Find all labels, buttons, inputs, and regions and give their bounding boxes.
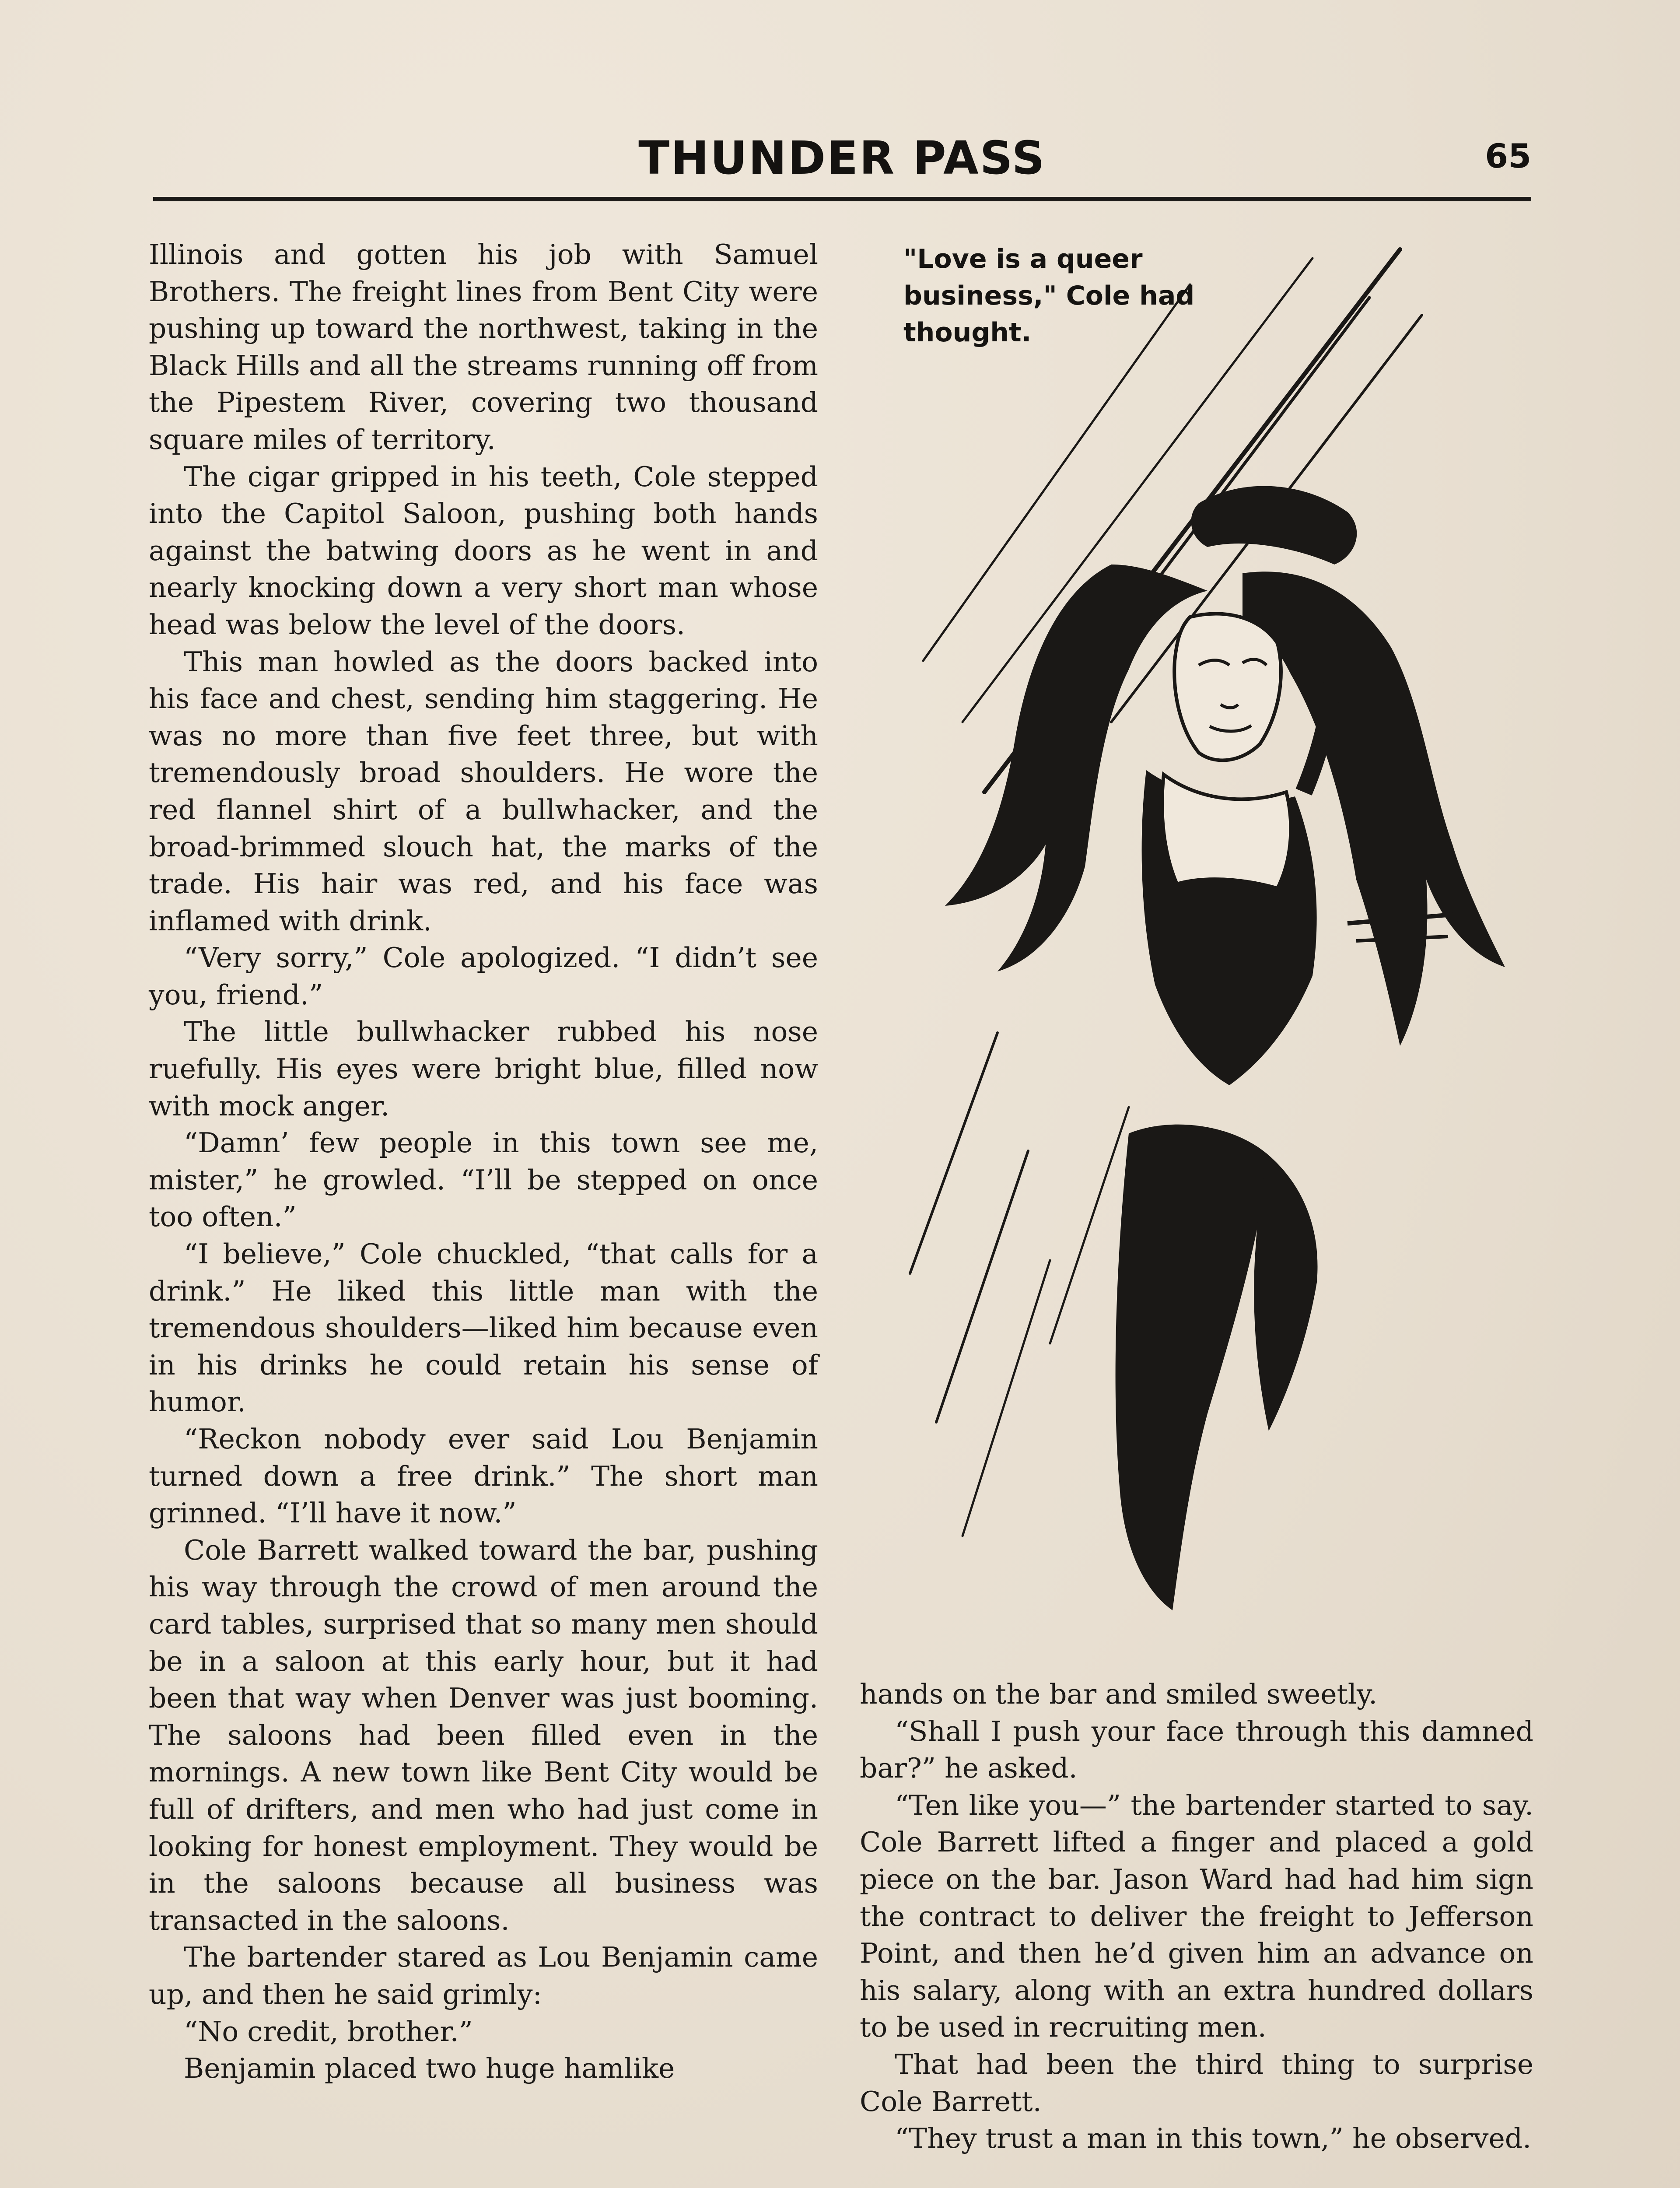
paragraph: The little bullwhacker rubbed his nose ruefully. His eyes were bright blue, filled now with mock anger.	[149, 1016, 818, 1122]
paragraph: “Damn’ few people in this town see me, mister,” he growled. “I’ll be stepped on once too often.”	[149, 1127, 818, 1233]
page-number: 65	[1485, 137, 1531, 175]
paragraph: “I believe,” Cole chuckled, “that calls for a drink.” He liked this little man with the tremendous shoulders—liked him because even in his drinks he could retain his sense of humor.	[149, 1238, 818, 1418]
paragraph: “No credit, brother.”	[184, 2015, 473, 2048]
paragraph: Illinois and gotten his job with Samuel Brothers. The freight lines from Bent City were pushing up toward the northwest, taking in the Black Hills and all the streams running off from the Pipestem River, covering two thousand square miles of territory.	[149, 238, 818, 456]
left-column	[149, 236, 818, 2087]
paragraph: “Very sorry,” Cole apologized. “I didn’t see you, friend.”	[149, 942, 818, 1011]
paragraph: This man howled as the doors backed into his face and chest, sending him staggering. He was no more than five feet three, but with tremendously broad shoulders. He wore the red flannel shirt of a bullwhacker, and the broad-brimmed slouch hat, the marks of the trade. His hair was red, and his face was inflamed with drink.	[149, 645, 818, 937]
paragraph: The bartender stared as Lou Benjamin came up, and then he said grimly:	[149, 1941, 818, 2010]
page-header	[153, 127, 1531, 193]
illustration-caption: "Love is a queer business," Cole had thought.	[903, 244, 1195, 348]
paragraph: “Shall I push your face through this damned bar?” he asked.	[860, 1715, 1533, 1785]
paragraph: Cole Barrett walked toward the bar, pushing his way through the crowd of men around the card tables, surprised that so many men should be in a saloon at this early hour, but it had been that way when Denver was just booming. The saloons had been filled even in the mornings. A new town like Bent City would be full of drifters, and men who had just come in looking for honest employment. They would be in the saloons because all business was transacted in the saloons.	[149, 1534, 818, 1936]
paragraph: The cigar gripped in his teeth, Cole stepped into the Capitol Saloon, pushing both hands against the batwing doors as he went in and nearly knocking down a very short man whose head was below the level of the doors.	[149, 460, 818, 641]
paragraph: “They trust a man in this town,” he observed.	[895, 2122, 1532, 2155]
woman-illustration	[884, 232, 1518, 1645]
paragraph: “Reckon nobody ever said Lou Benjamin turned down a free drink.” The short man grinned. “I’ll have it now.”	[149, 1423, 818, 1529]
paragraph: Benjamin placed two huge hamlike	[184, 2052, 675, 2085]
right-column	[860, 1676, 1533, 2157]
paragraph: That had been the third thing to surprise Cole Barrett.	[860, 2048, 1533, 2118]
paragraph: hands on the bar and smiled sweetly.	[860, 1678, 1378, 1710]
running-title: THUNDER PASS	[638, 131, 1046, 185]
header-rule	[153, 197, 1531, 201]
paragraph: “Ten like you—” the bartender started to say. Cole Barrett lifted a finger and placed a gold piece on the bar. Jason Ward had had him sign the contract to deliver the freight to Jefferson Point, and then he’d given him an advance on his salary, along with an extra hundred dollars to be used in recruiting men.	[860, 1789, 1533, 2044]
